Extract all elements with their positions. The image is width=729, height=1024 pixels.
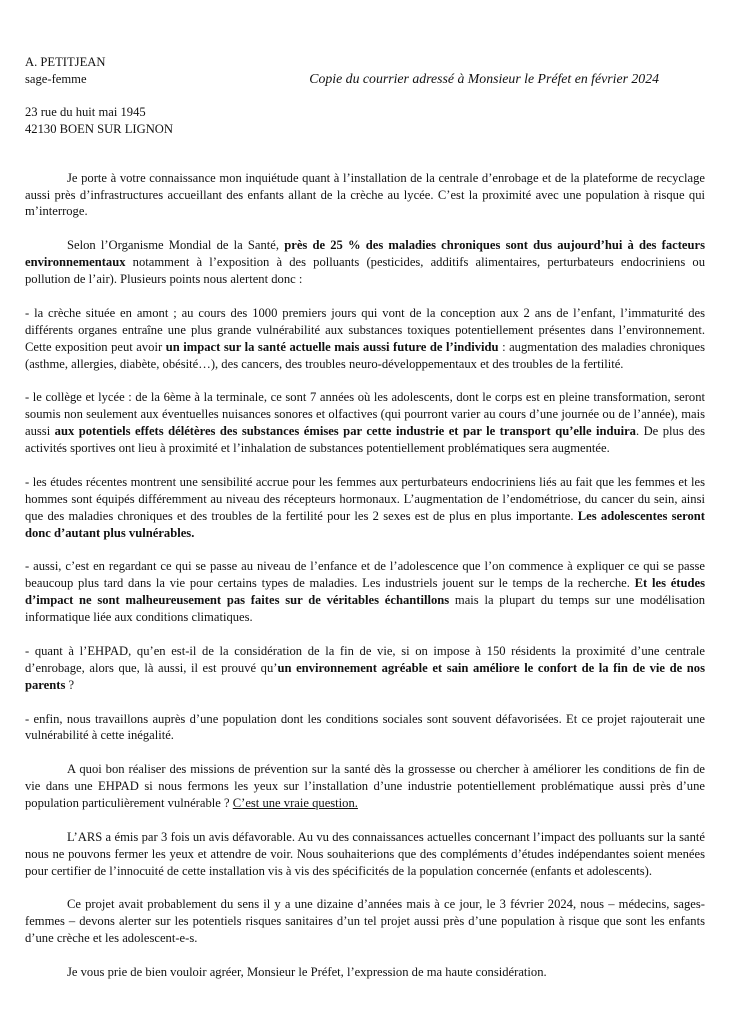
text-segment: : augmentation des maladies chroniques (asthme, allergies, diabète, obésité…), des cancers, des troubles neuro-développementaux et des troubles de la fertilité. [25, 339, 706, 371]
text-segment: - enfin, nous travaillons auprès d’une population dont les conditions sociales sont souvent défavorisées. Et ce projet rajouterait une vulnérabilité à cette inégalité. [25, 711, 705, 743]
title-row [25, 71, 705, 88]
paragraph [25, 237, 705, 288]
text-segment: C’est une vraie question. [232, 796, 358, 811]
text-segment: Les adolescentes seront donc d’autant plus vulnérables. [25, 508, 705, 540]
paragraph [25, 761, 705, 812]
sender-title: sage-femme [25, 71, 87, 86]
text-segment: un environnement agréable et sain améliore le confort de la fin de vie de nos parents [25, 660, 705, 692]
text-segment: mais la plupart du temps sur une modélisation informatique liée aux conditions climatiques. [25, 593, 706, 625]
text-segment: notamment à l’exposition à des polluants (pesticides, additifs alimentaires, perturbateurs endocriniens ou pollution de l’air). Plusieurs points nous alertent donc : [25, 255, 705, 287]
paragraph [25, 964, 705, 981]
text-segment: Ce projet avait probablement du sens il y a une dizaine d’années mais à ce jour, le 3 février 2024, nous – médecins, sages-femmes – devons alerter sur les potentiels risques sanitaires d’un tel projet aussi près d’une population à risque que sont les enfants d’une crèche et les adolescent-e-s. [25, 897, 705, 946]
text-segment: A quoi bon réaliser des missions de prévention sur la santé dès la grossesse ou chercher à améliorer les conditions de fin de vie dans une EHPAD si nous fermons les yeux sur l’installation d’une industrie potentiellement problématique aussi près d’une population particulièrement vulnérable ? [25, 762, 705, 811]
text-segment: aux potentiels effets délétères des substances émises par cette industrie et par le transport qu’elle induira [54, 424, 636, 439]
text-segment: Selon l’Organisme Mondial de la Santé, [67, 238, 285, 253]
text-segment: - quant à l’EHPAD, qu’en est-il de la considération de la fin de vie, si on impose à 150 résidents la proximité d’une centrale d’enrobage, alors que, là aussi, il est prouvé qu’ [25, 643, 705, 675]
text-segment: un impact sur la santé actuelle mais aussi future de l’individu [165, 339, 499, 354]
letter-subject: Copie du courrier adressé à Monsieur le Préfet en février 2024 [309, 70, 659, 86]
text-segment: L’ARS a émis par 3 fois un avis défavorable. Au vu des connaissances actuelles concernant l’impact des polluants sur la santé nous ne pouvons fermer les yeux et attendre de voir. Nous souhaiterions que des compléments d’études indépendantes soient menées pour certifier de l’innocuité de cette installation vis à vis des spécificités de la population concernée (enfants et adolescents). [25, 829, 705, 878]
sender-address [25, 104, 705, 138]
text-segment: - les études récentes montrent une sensibilité accrue pour les femmes aux perturbateurs endocriniens liés au fait que les femmes et les hommes sont équipés différemment au niveau des récepteurs hormonaux. L’augmentation de l’endométriose, du cancer du sein, ainsi que des maladies chroniques et des troubles de la fertilité pour les 2 sexes est de plus en plus importante. [25, 474, 705, 523]
text-segment: Je vous prie de bien vouloir agréer, Monsieur le Préfet, l’expression de ma haute considération. [67, 965, 547, 980]
paragraph [25, 170, 705, 221]
text-segment: - aussi, c’est en regardant ce qui se passe au niveau de l’enfance et de l’adolescence que l’on commence à expliquer ce qui se passe beaucoup plus tard dans la vie pour certains types de maladies. Les industriels jouent sur le temps de la recherche. [25, 559, 705, 591]
sender-address-line2: 42130 BOEN SUR LIGNON [25, 121, 173, 136]
letter-body [25, 170, 705, 981]
text-segment: près de 25 % des maladies chroniques sont dus aujourd’hui à des facteurs environnementaux [25, 238, 705, 270]
text-segment: - la crèche située en amont ; au cours des 1000 premiers jours qui vont de la conception aux 2 ans de l’enfant, l’immaturité des différents organes entraîne une plus grande vulnérabilité aux substances toxiques potentiellement présentes dans l’environnement. Cette exposition peut avoir [25, 305, 705, 354]
text-segment: . De plus des activités sportives ont lieu à proximité et l’inhalation de substances potentiellement problématiques sera augmentée. [25, 424, 706, 456]
paragraph [25, 305, 705, 373]
paragraph [25, 558, 705, 626]
text-segment: ? [65, 677, 75, 692]
sender-address-line1: 23 rue du huit mai 1945 [25, 104, 146, 119]
sender-name: A. PETITJEAN [25, 55, 106, 69]
paragraph [25, 896, 705, 947]
paragraph [25, 643, 705, 694]
paragraph [25, 389, 705, 457]
text-segment: Je porte à votre connaissance mon inquiétude quant à l’installation de la centrale d’enrobage et de la plateforme de recyclage aussi près d’infrastructures accueillant des enfants allant de la crèche au lycée. C’est la proximité avec une population à risque qui m’interroge. [25, 170, 705, 219]
paragraph [25, 711, 705, 745]
paragraph [25, 829, 705, 880]
text-segment: Et les études d’impact ne sont malheureusement pas faites sur de véritables échantillons [25, 576, 705, 608]
text-segment: - le collège et lycée : de la 6ème à la terminale, ce sont 7 années où les adolescents, dont le corps est en pleine transformation, seront soumis non seulement aux éventuelles nuisances sonores et olfactives (qui pourront varier au cours d’une journée ou de l’année), mais aussi [25, 390, 705, 439]
paragraph [25, 474, 705, 542]
